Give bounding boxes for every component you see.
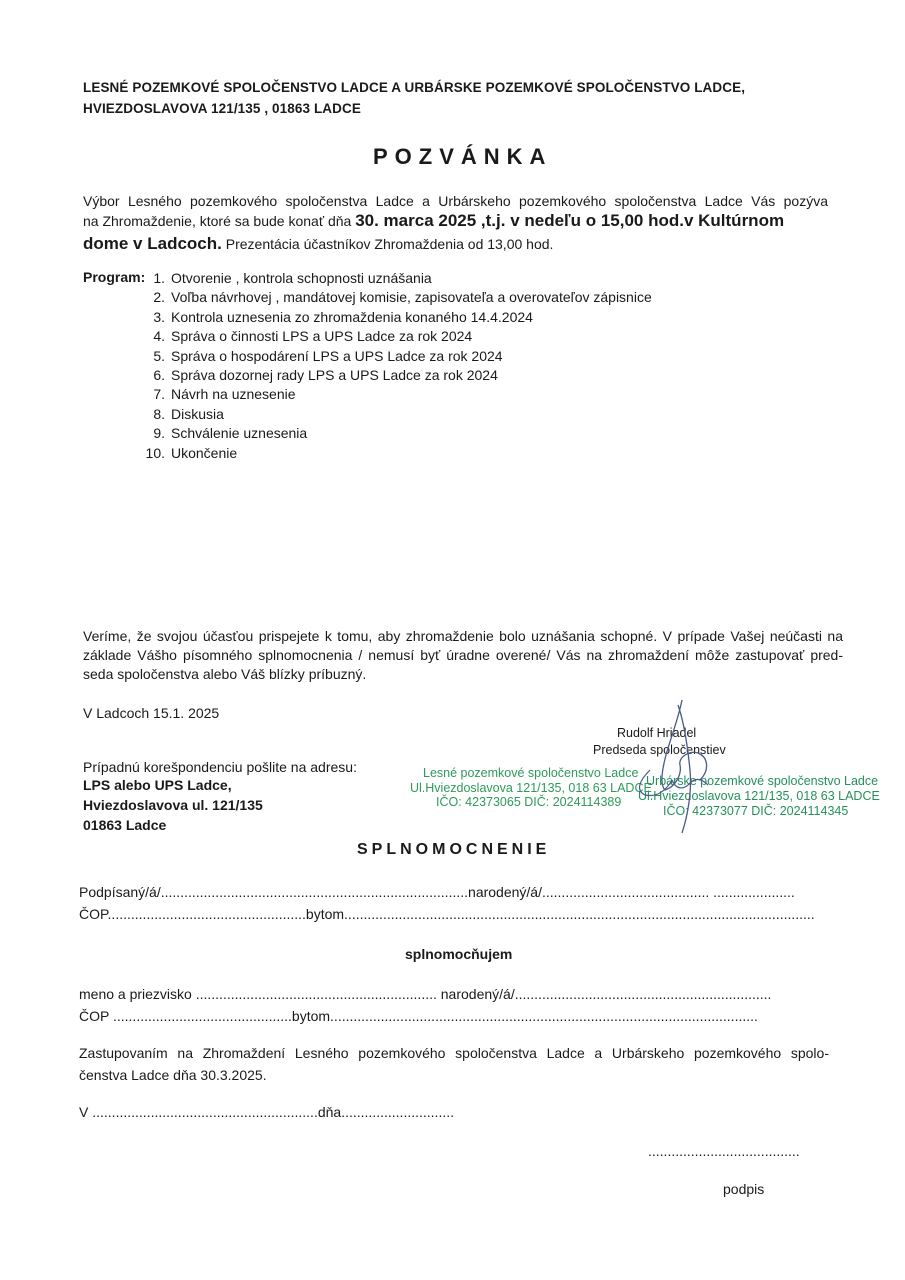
proxy-title: SPLNOMOCNENIE (357, 841, 551, 858)
signatory-name: Rudolf Hriadel (617, 726, 697, 740)
program-item-number: 4. (153, 328, 165, 345)
proxy-line-2 (79, 906, 815, 922)
place-field[interactable]: .......................................................... (88, 1104, 318, 1120)
proxy-line-4 (79, 1008, 758, 1024)
born-label-2: narodený/á/ (440, 986, 515, 1002)
correspondence-intro: Prípadnú korešpondenciu pošlite na adresu: (83, 759, 357, 775)
closing-line-2: základe Vášho písomného splnomocnenia / nemusí byť úradne overené/ Vás na zhromaždení môže zastupovať pred- (83, 647, 843, 663)
signature-field[interactable]: ....................................... (648, 1143, 800, 1159)
program-item (153, 385, 652, 404)
program-item (153, 288, 652, 307)
program-item-text: Diskusia (171, 405, 224, 422)
program-item-number: 2. (153, 289, 165, 306)
representation-line-1: Zastupovaním na Zhromaždení Lesného pozemkového spoločenstva Ladce a Urbárskeho pozemkového spolo- (79, 1045, 829, 1061)
intro-line-3 (83, 234, 553, 254)
intro-line-2 (83, 211, 784, 231)
program-item (153, 347, 652, 366)
program-item-number: 7. (153, 386, 165, 403)
stamp-right-line-1: Urbárske pozemkové spoločenstvo Ladce (646, 774, 879, 788)
born-label: narodený/á/ (468, 884, 542, 900)
program-item (153, 308, 652, 327)
cop-label-2: ČOP (79, 1008, 110, 1024)
representation-line-2: čenstva Ladce dňa 30.3.2025. (79, 1067, 267, 1083)
stamp-right-line-2: Ul.Hviezdoslavova 121/135, 018 63 LADCE (638, 789, 880, 803)
stamp-left-line-2: Ul.Hviezdoslavova 121/135, 018 63 LADCE (410, 781, 652, 795)
correspondence-street: Hviezdoslavova ul. 121/135 (83, 797, 263, 813)
program-item-number: 3. (153, 308, 165, 325)
intro-line-2-text: na Zhromaždenie, ktoré sa bude konať dňa (83, 213, 356, 229)
stamp-right-line-3: IČO: 42373077 DIČ: 2024114345 (663, 804, 849, 818)
name-field[interactable]: .............................................................. (191, 986, 441, 1002)
program-item-number: 10. (145, 444, 165, 461)
program-item-text: Správa o činnosti LPS a UPS Ladce za rok 2024 (171, 328, 473, 345)
correspondence-name: LPS alebo UPS Ladce, (83, 777, 232, 793)
program-item-text: Schválenie uznesenia (171, 425, 308, 442)
signature-label: podpis (723, 1181, 765, 1197)
event-date: 30. marca 2025 ,t.j. v nedeľu o 15,00 hod.v Kultúrnom (355, 211, 785, 230)
program-item-text: Voľba návrhovej , mandátovej komisie, zapisovateľa a overovateľov zápisnice (171, 289, 652, 306)
residence-label-2: bytom (291, 1008, 331, 1024)
stamp-left-line-1: Lesné pozemkové spoločenstvo Ladce (423, 766, 639, 780)
signatory-role: Predseda spoločenstiev (593, 743, 726, 757)
born-field[interactable]: ........................................... ..................... (541, 884, 795, 900)
born-field-2[interactable]: .................................................................. (514, 986, 772, 1002)
program-item (145, 444, 652, 463)
name-label: meno a priezvisko (79, 986, 192, 1002)
intro-line-1: Výbor Lesného pozemkového spoločenstva Ladce a Urbárskeho pozemkového spoločenstva Ladce Vás pozýva (83, 193, 828, 209)
presentation-time: Prezentácia účastníkov Zhromaždenia od 13,00 hod. (221, 236, 554, 252)
program-list (145, 269, 652, 463)
cop-label: ČOP (79, 906, 108, 922)
stamp-left-line-3: IČO: 42373065 DIČ: 2024114389 (436, 795, 622, 809)
residence-label: bytom (305, 906, 345, 922)
residence-field[interactable]: ......................................................................................................................... (344, 906, 815, 922)
date-field[interactable]: ............................. (341, 1104, 455, 1120)
cop-field[interactable]: ................................................... (107, 906, 306, 922)
place-label: V (79, 1104, 89, 1120)
program-item (153, 269, 652, 288)
program-item (153, 366, 652, 385)
authorize-label: splnomocňujem (405, 946, 513, 962)
program-item-number: 6. (153, 366, 165, 383)
program-item (153, 327, 652, 346)
program-item-text: Správa o hospodárení LPS a UPS Ladce za rok 2024 (171, 347, 503, 364)
signed-label: Podpísaný/á/ (79, 884, 161, 900)
date-place: V Ladcoch 15.1. 2025 (83, 705, 220, 721)
program-item-text: Otvorenie , kontrola schopnosti uznášania (171, 270, 432, 286)
organization-name: LESNÉ POZEMKOVÉ SPOLOČENSTVO LADCE A URBÁRSKE POZEMKOVÉ SPOLOČENSTVO LADCE, (83, 80, 746, 95)
program-item-number: 9. (153, 425, 165, 442)
correspondence-city: 01863 Ladce (83, 817, 167, 833)
closing-line-3: seda spoločenstva alebo Váš blízky príbuzný. (83, 666, 367, 682)
closing-line-1: Veríme, že svojou účasťou prispejete k tomu, aby zhromaždenie bolo uznášania schopné. V prípade Vašej neúčasti na (83, 628, 843, 644)
program-item-number: 1. (153, 270, 165, 286)
organization-address: HVIEZDOSLAVOVA 121/135 , 01863 LADCE (83, 101, 361, 116)
program-item-number: 8. (153, 405, 165, 422)
proxy-line-3 (79, 986, 771, 1002)
residence-field-2[interactable]: .............................................................................................................. (330, 1008, 758, 1024)
program-item-number: 5. (153, 347, 165, 364)
program-item (153, 405, 652, 424)
program-item-text: Kontrola uznesenia zo zhromaždenia konaného 14.4.2024 (171, 308, 533, 325)
program-label: Program: (83, 269, 146, 285)
page-title: POZVÁNKA (373, 144, 553, 169)
proxy-line-1 (79, 884, 795, 900)
program-item-text: Ukončenie (171, 444, 238, 461)
program-item-text: Správa dozornej rady LPS a UPS Ladce za rok 2024 (171, 366, 498, 383)
event-venue: dome v Ladcoch. (83, 234, 222, 253)
date-label: dňa (317, 1104, 342, 1120)
program-item (153, 424, 652, 443)
place-date-line (79, 1104, 454, 1120)
handwritten-signature (620, 695, 760, 835)
signed-name-field[interactable]: ............................................................................... (160, 884, 469, 900)
program-item-text: Návrh na uznesenie (171, 386, 296, 403)
cop-field-2[interactable]: .............................................. (109, 1008, 292, 1024)
